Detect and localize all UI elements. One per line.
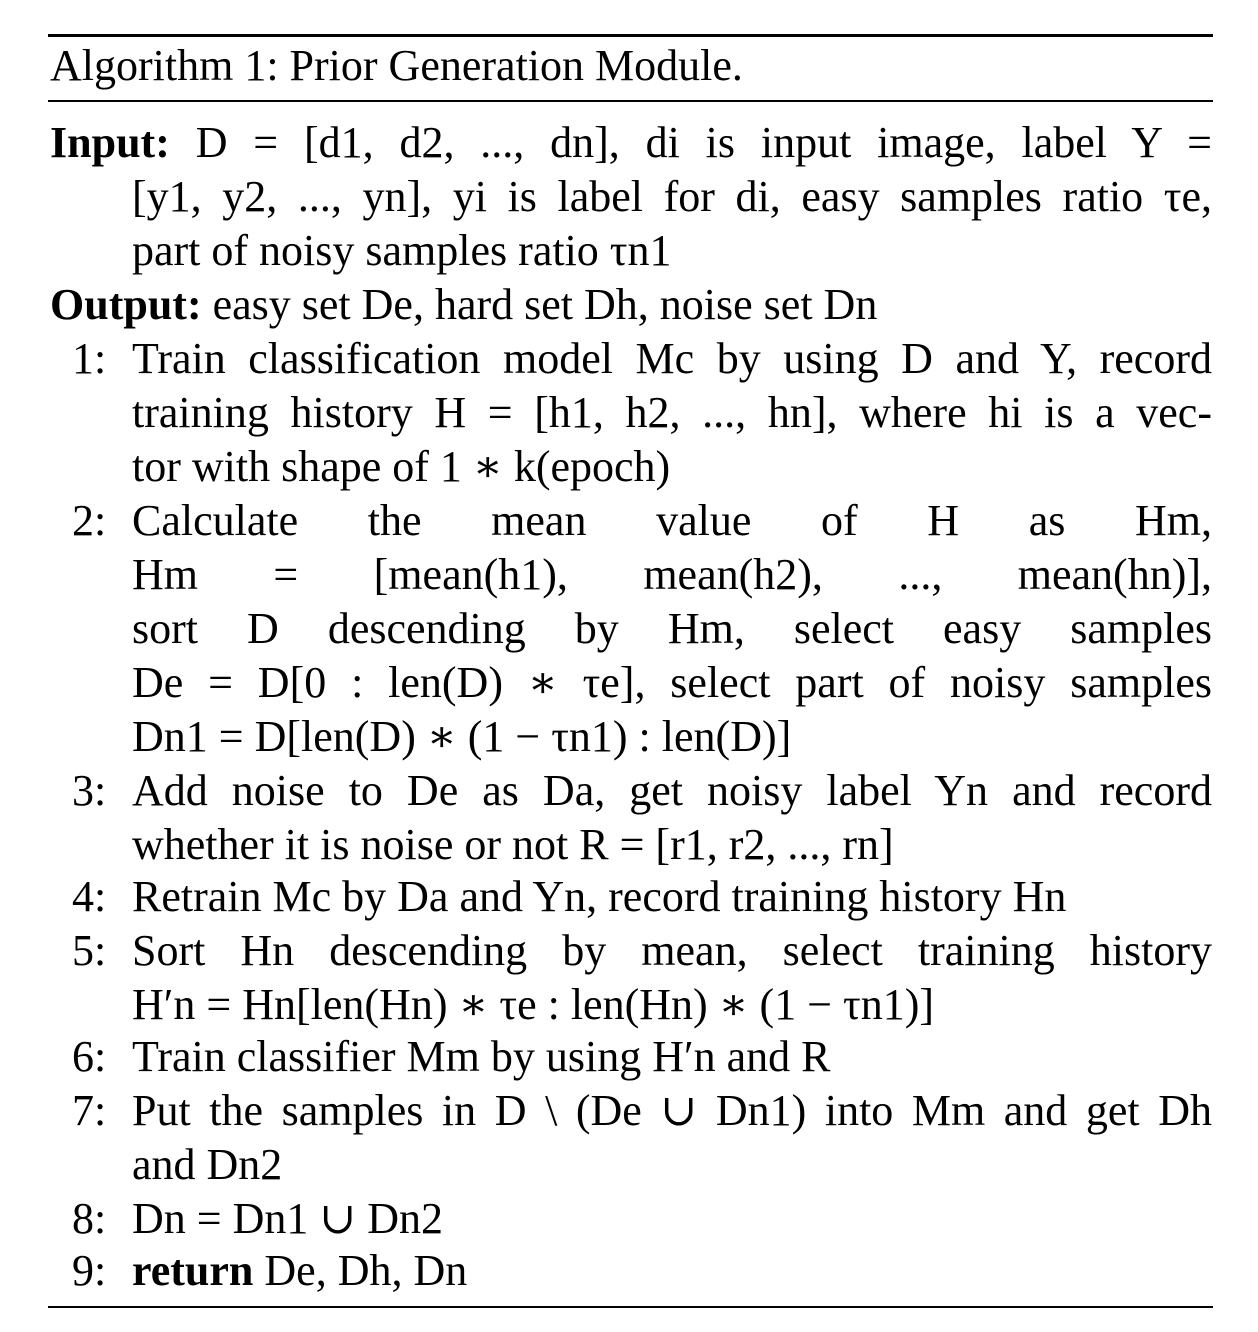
step-number-1: 1: (72, 334, 107, 383)
input-line-2: [y1, y2, ..., yn], yi is label for di, easy samples ratio τe, (132, 172, 1212, 221)
step-9-line-1 (132, 1244, 467, 1298)
return-values: De, Dh, Dn (264, 1246, 468, 1295)
step-number-9: 9: (72, 1246, 107, 1295)
step-number-6: 6: (72, 1032, 107, 1081)
step-1-line-1: Train classification model Mc by using D and Y, record (132, 334, 1212, 383)
step-4-line-1: Retrain Mc by Da and Yn, record training history Hn (132, 872, 1067, 921)
step-8-line-1: Dn = Dn1 ∪ Dn2 (132, 1194, 444, 1243)
step-3-line-2: whether it is noise or not R = [r1, r2, ..., rn] (132, 820, 894, 869)
top-rule (48, 34, 1213, 37)
input-text-1: D = [d1, d2, ..., dn], di is input image, label Y = (195, 118, 1212, 167)
input-line-3: part of noisy samples ratio τn1 (132, 226, 672, 275)
step-5-line-2: H′n = Hn[len(Hn) ∗ τe : len(Hn) ∗ (1 − τn1)] (132, 980, 935, 1029)
step-1-line-2: training history H = [h1, h2, ..., hn], where hi is a vec- (132, 388, 1212, 437)
step-number-5: 5: (72, 926, 107, 975)
step-6-line-1: Train classifier Mm by using H′n and R (132, 1032, 831, 1081)
step-7-line-1: Put the samples in D \ (De ∪ Dn1) into Mm and get Dh (132, 1086, 1212, 1135)
step-2-line-2: Hm = [mean(h1), mean(h2), ..., mean(hn)], (132, 550, 1212, 599)
step-3-line-1: Add noise to De as Da, get noisy label Yn and record (132, 766, 1212, 815)
return-keyword: return (132, 1246, 254, 1295)
caption-rule (48, 100, 1213, 102)
step-number-8: 8: (72, 1194, 107, 1243)
step-number-2: 2: (72, 496, 107, 545)
step-number-4: 4: (72, 872, 107, 921)
step-7-line-2: and Dn2 (132, 1140, 283, 1189)
bottom-rule (48, 1306, 1213, 1308)
input-line-1 (50, 116, 1212, 170)
output-label: Output: (50, 280, 202, 329)
step-2-line-1: Calculate the mean value of H as Hm, (132, 496, 1212, 545)
step-2-line-5: Dn1 = D[len(D) ∗ (1 − τn1) : len(D)] (132, 712, 792, 761)
step-1-line-3: tor with shape of 1 ∗ k(epoch) (132, 442, 671, 491)
step-number-3: 3: (72, 766, 107, 815)
step-number-7: 7: (72, 1086, 107, 1135)
step-2-line-4: De = D[0 : len(D) ∗ τe], select part of noisy samples (132, 658, 1212, 707)
algorithm-caption: Algorithm 1: Prior Generation Module. (50, 41, 743, 90)
output-text: easy set De, hard set Dh, noise set Dn (212, 280, 878, 329)
step-5-line-1: Sort Hn descending by mean, select training history (132, 926, 1212, 975)
output-line (50, 278, 877, 332)
step-2-line-3: sort D descending by Hm, select easy samples (132, 604, 1212, 653)
input-label: Input: (50, 118, 170, 167)
